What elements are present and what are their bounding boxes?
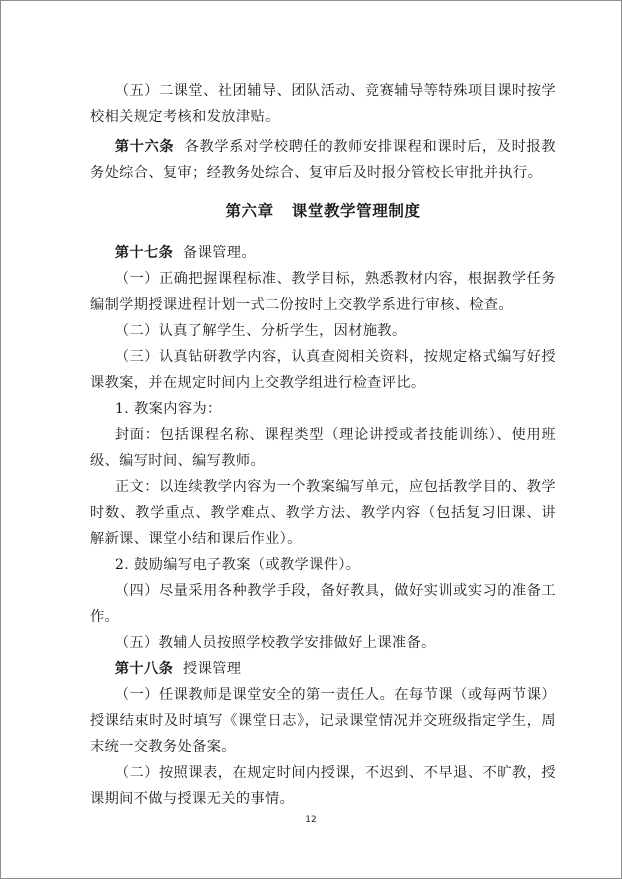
paragraph: 1. 教案内容为：: [114, 401, 222, 417]
paragraph: （三）认真钻研教学内容，认真查阅相关资料，按规定格式编写好授课教案，并在规定时间内上交教学组进行检查评比。: [90, 349, 556, 391]
article-paragraph: [90, 656, 556, 682]
paragraph: （五）教辅人员按照学校教学安排做好上课准备。: [114, 635, 436, 651]
article-text: 授课管理: [183, 661, 242, 677]
page-number: 12: [305, 815, 317, 825]
paragraph: （一）正确把握课程标准、教学目标，熟悉教材内容，根据教学任务编制学期授课进程计划一式二份按时上交教学系进行审核、检查。: [90, 271, 556, 313]
chapter-number: 第六章: [225, 201, 274, 220]
paragraph: （五）二课堂、社团辅导、团队活动、竞赛辅导等特殊项目课时按学校相关规定考核和发放津贴。: [90, 83, 556, 125]
article-heading: 第十八条: [114, 661, 174, 677]
article-heading: 第十六条: [114, 139, 175, 155]
paragraph: 封面：包括课程名称、课程类型（理论讲授或者技能训练）、使用班级、编写时间、编写教师。: [90, 427, 556, 469]
paragraph: （二）认真了解学生、分析学生，因材施教。: [114, 323, 407, 339]
chapter-title: 课堂教学管理制度: [291, 201, 421, 220]
article-heading: 第十七条: [114, 245, 174, 261]
article-text: 备课管理。: [183, 245, 256, 261]
article-paragraph: [90, 134, 556, 186]
paragraph: 2. 鼓励编写电子教案（或教学课件）。: [114, 557, 361, 573]
paragraph: （二）按照课表，在规定时间内授课，不迟到、不早退、不旷教，授课期间不做与授课无关的事情。: [90, 765, 556, 807]
page-content: [90, 78, 556, 812]
paragraph: （一）任课教师是课堂安全的第一责任人。在每节课（或每两节课）授课结束时及时填写《课堂日志》，记录课堂情况并交班级指定学生，周末统一交教务处备案。: [90, 687, 556, 755]
chapter-heading: [90, 196, 556, 226]
article-text: 各教学系对学校聘任的教师安排课程和课时后，及时报教务处综合、复审；经教务处综合、复审后及时报分管校长审批并执行。: [90, 139, 556, 181]
paragraph: （四）尽量采用各种教学手段，备好教具，做好实训或实习的准备工作。: [90, 583, 556, 625]
paragraph: 正文：以连续教学内容为一个教案编写单元，应包括教学目的、教学时数、教学重点、教学难点、教学方法、教学内容（包括复习旧课、讲解新课、课堂小结和课后作业）。: [90, 479, 556, 547]
article-paragraph: [90, 240, 556, 266]
